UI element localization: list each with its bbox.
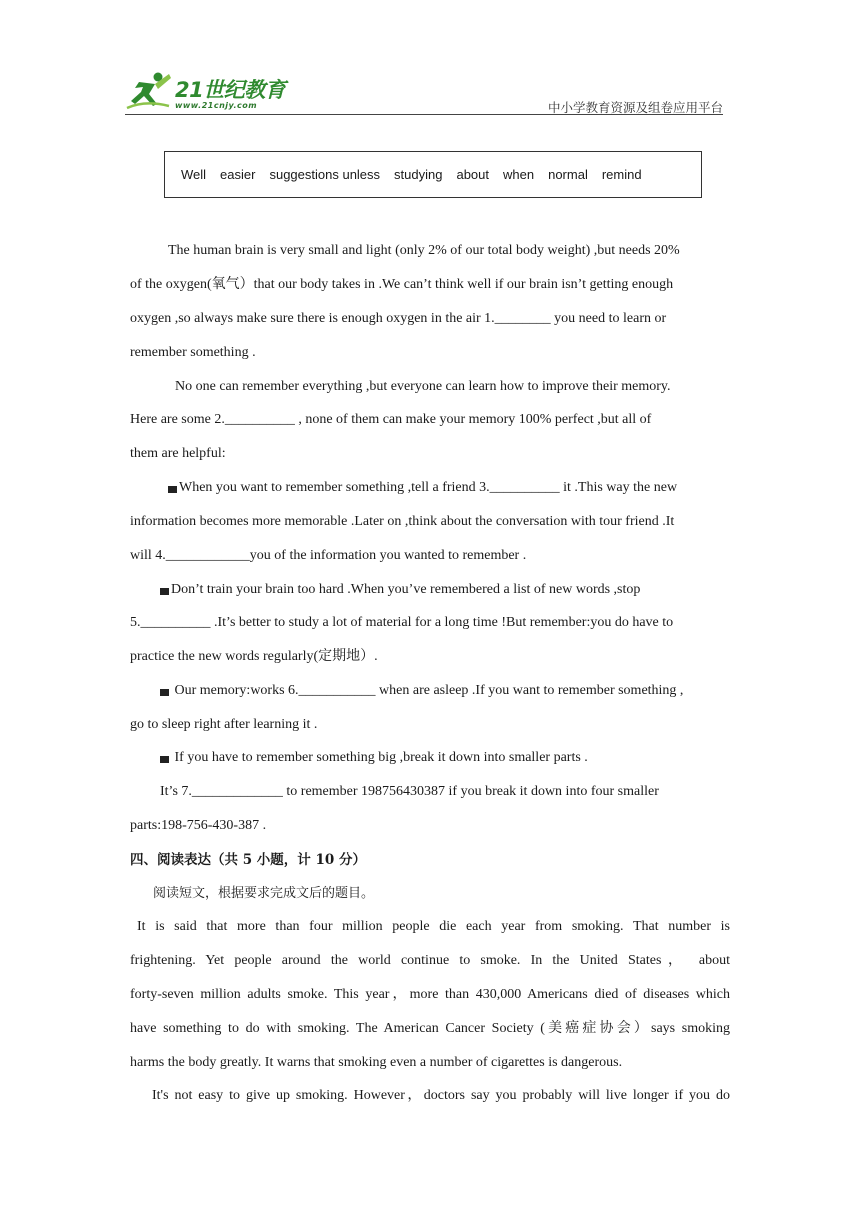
- runner-logo-icon: [125, 70, 173, 112]
- passage-line: them are helpful:: [130, 446, 226, 461]
- passage-line: have something to do with smoking. The American Cancer Society (美癌症协会）says smoking: [130, 1021, 730, 1036]
- passage-line: It's not easy to give up smoking. However，doctors say you probably will live longer if you do: [152, 1088, 730, 1103]
- word-bank-item: Well: [181, 167, 207, 182]
- passage-line: parts:198-756-430-387 .: [130, 818, 267, 833]
- passage-text: Our memory:works 6.___________ when are asleep .If you want to remember something ,: [171, 683, 684, 698]
- logo-title: 21世纪教育: [175, 78, 286, 102]
- header-divider: [125, 114, 723, 115]
- word-bank-box: [164, 151, 702, 198]
- section-instruction: 阅读短文，根据要求完成文后的题目。: [153, 886, 375, 901]
- passage-line: forty-seven million adults smoke. This year，more than 430,000 Americans died of diseases which: [130, 987, 730, 1002]
- square-bullet-icon: [160, 756, 169, 763]
- section-heading: 四、阅读表达（共 5 小题，计 10 分）: [130, 852, 366, 868]
- passage-line: No one can remember everything ,but everyone can learn how to improve their memory.: [175, 379, 671, 394]
- tip-bullet-line: [160, 749, 760, 767]
- passage-line: 5.__________ .It’s better to study a lot of material for a long time !But remember:you do have to: [130, 615, 674, 630]
- square-bullet-icon: [160, 689, 169, 696]
- passage-line: harms the body greatly. It warns that smoking even a number of cigarettes is dangerous.: [130, 1055, 623, 1070]
- passage-line: remember something .: [130, 345, 256, 360]
- passage-line: frightening. Yet people around the world continue to smoke. In the United States， about: [130, 953, 730, 968]
- word-bank-item: about: [456, 167, 490, 182]
- word-bank-item: remind: [601, 167, 642, 182]
- passage-line: go to sleep right after learning it .: [130, 717, 318, 732]
- tip-bullet-line: [160, 581, 760, 599]
- tip-bullet-line: [160, 682, 760, 700]
- word-bank-item: studying: [394, 167, 443, 182]
- tip-bullet-line: [168, 479, 768, 497]
- passage-line: Here are some 2.__________ , none of them can make your memory 100% perfect ,but all of: [130, 412, 652, 427]
- word-bank-item: normal: [548, 167, 588, 182]
- passage-line: practice the new words regularly(定期地）.: [130, 649, 378, 664]
- passage-line: information becomes more memorable .Later on ,think about the conversation with tour friend .It: [130, 514, 675, 529]
- passage-line: The human brain is very small and light (only 2% of our total body weight) ,but needs 20%: [168, 243, 680, 258]
- word-bank-item: suggestions unless: [269, 167, 381, 182]
- word-bank-item: easier: [220, 167, 256, 182]
- passage-text: If you have to remember something big ,break it down into smaller parts .: [171, 750, 588, 765]
- square-bullet-icon: [160, 588, 169, 595]
- page-header: [125, 68, 723, 116]
- passage-line: It’s 7._____________ to remember 198756430387 if you break it down into four smaller: [160, 784, 659, 799]
- passage-line: will 4.____________you of the information you wanted to remember .: [130, 548, 527, 563]
- word-bank-item: when: [503, 167, 535, 182]
- passage-line: It is said that more than four million people die each year from smoking. That number is: [137, 919, 730, 934]
- square-bullet-icon: [168, 486, 177, 493]
- passage-line: of the oxygen(氧气）that our body takes in .We can’t think well if our brain isn’t getting enough: [130, 277, 674, 292]
- logo-url: www.21cnjy.com: [175, 101, 258, 110]
- passage-text: Don’t train your brain too hard .When you’ve remembered a list of new words ,stop: [171, 582, 641, 597]
- passage-text: When you want to remember something ,tell a friend 3.__________ it .This way the new: [179, 480, 678, 495]
- platform-name: 中小学教育资源及组卷应用平台: [547, 100, 723, 115]
- passage-line: oxygen ,so always make sure there is enough oxygen in the air 1.________ you need to learn or: [130, 311, 667, 326]
